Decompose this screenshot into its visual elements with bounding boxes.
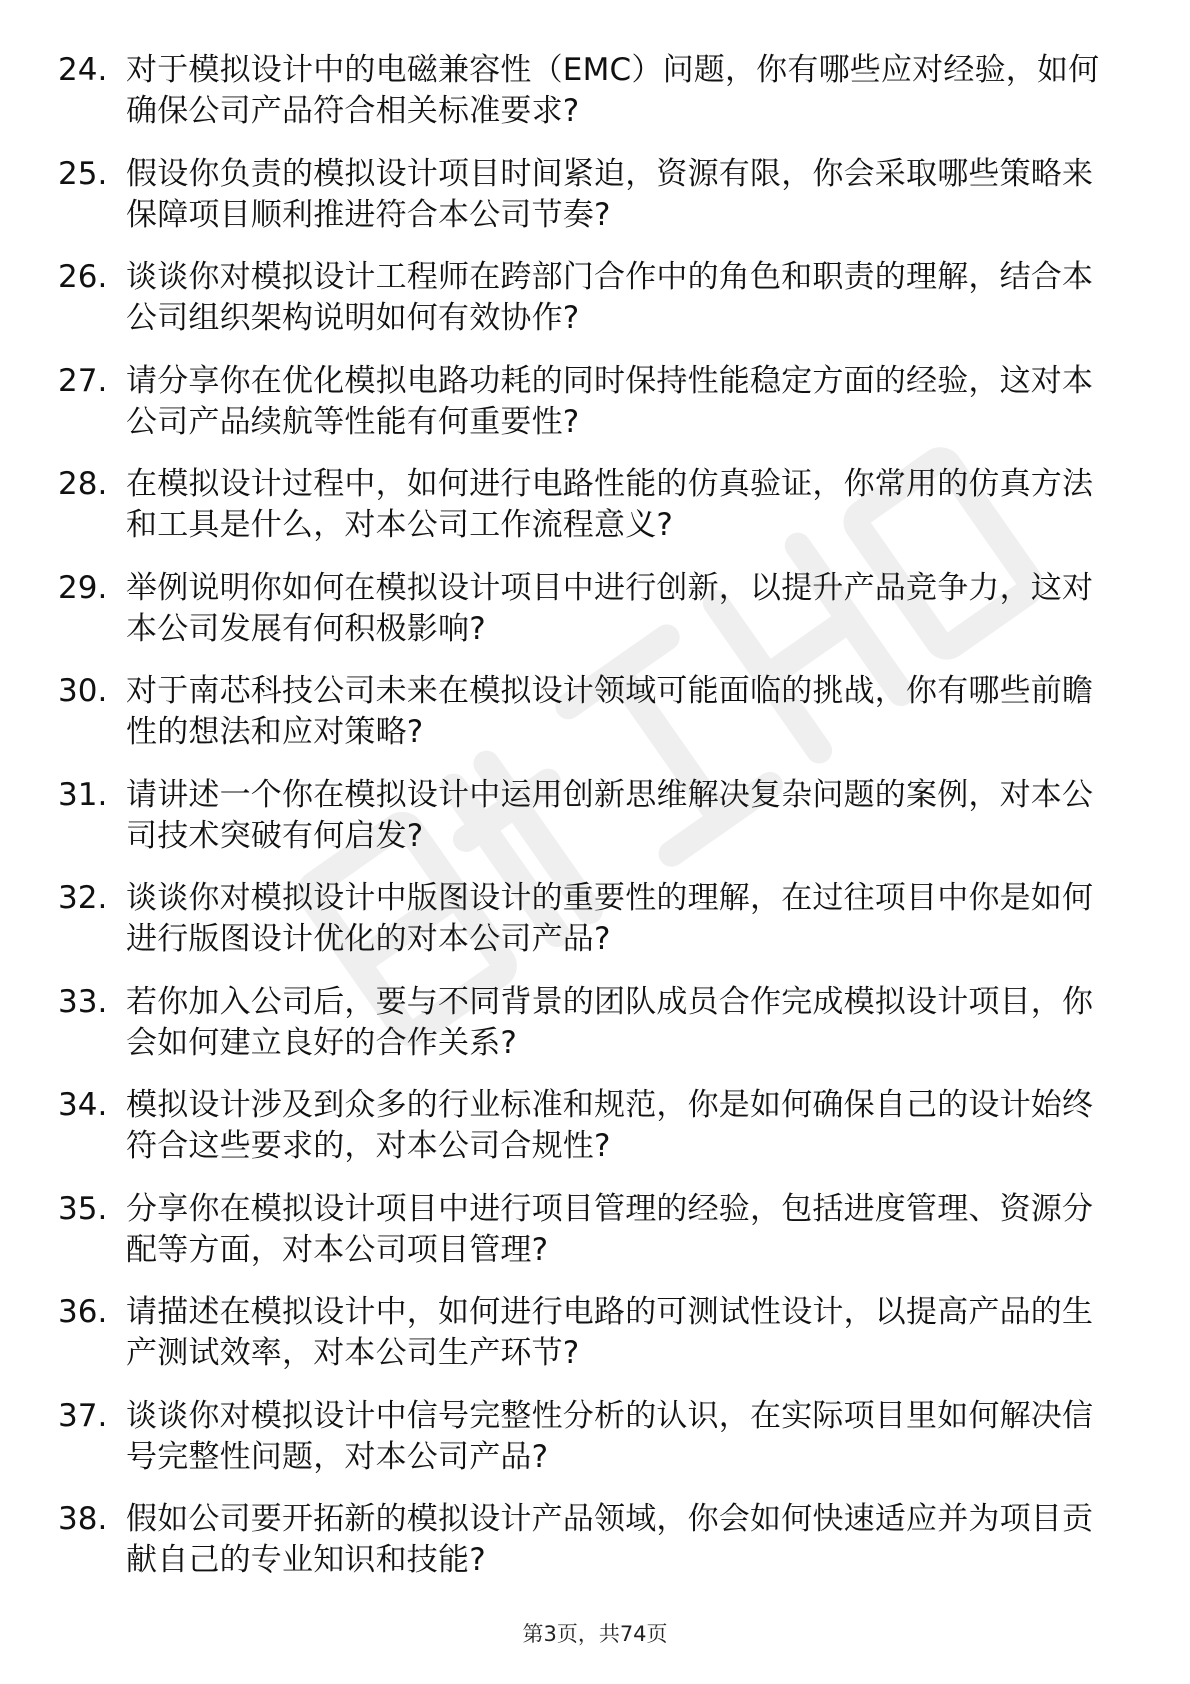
question-text: 谈谈你对模拟设计中信号完整性分析的认识，在实际项目里如何解决信号完整性问题，对本公司产品? xyxy=(126,1397,1094,1475)
list-item xyxy=(58,464,1118,568)
question-number: 33. xyxy=(58,983,108,1020)
question-text: 假如公司要开拓新的模拟设计产品领域，你会如何快速适应并为项目贡献自己的专业知识和技能? xyxy=(126,1501,1094,1578)
question-number: 29. xyxy=(58,569,108,606)
list-item xyxy=(58,568,1118,672)
question-text: 谈谈你对模拟设计中版图设计的重要性的理解，在过往项目中你是如何进行版图设计优化的对本公司产品? xyxy=(126,880,1094,957)
question-text: 请分享你在优化模拟电路功耗的同时保持性能稳定方面的经验，这对本公司产品续航等性能有何重要性? xyxy=(126,362,1094,440)
question-number: 24. xyxy=(58,52,108,88)
list-item xyxy=(58,154,1118,258)
list-item xyxy=(58,982,1118,1086)
question-number: 35. xyxy=(58,1190,108,1227)
list-item xyxy=(58,1499,1118,1603)
question-number: 38. xyxy=(58,1501,108,1537)
list-item xyxy=(58,361,1118,465)
list-item xyxy=(58,775,1118,879)
question-text: 对于南芯科技公司未来在模拟设计领域可能面临的挑战，你有哪些前瞻性的想法和应对策略? xyxy=(126,673,1094,750)
question-text: 分享你在模拟设计项目中进行项目管理的经验，包括进度管理、资源分配等方面，对本公司项目管理? xyxy=(126,1190,1094,1268)
page-number-footer: 第3页，共74页 xyxy=(522,1622,668,1646)
list-item xyxy=(58,50,1118,154)
question-number: 30. xyxy=(58,673,108,709)
question-number: 36. xyxy=(58,1294,108,1330)
question-number: 25. xyxy=(58,155,108,192)
question-text: 请描述在模拟设计中，如何进行电路的可测试性设计，以提高产品的生产测试效率，对本公司生产环节? xyxy=(126,1294,1094,1371)
list-item xyxy=(58,257,1118,361)
list-item xyxy=(58,1396,1118,1500)
list-item xyxy=(58,1189,1118,1293)
list-item xyxy=(58,1085,1118,1189)
question-text: 举例说明你如何在模拟设计项目中进行创新，以提升产品竞争力，这对本公司发展有何积极影响? xyxy=(126,569,1094,647)
question-number: 37. xyxy=(58,1397,108,1434)
question-text: 若你加入公司后，要与不同背景的团队成员合作完成模拟设计项目，你会如何建立良好的合作关系? xyxy=(126,983,1094,1061)
question-text: 谈谈你对模拟设计工程师在跨部门合作中的角色和职责的理解，结合本公司组织架构说明如何有效协作? xyxy=(126,259,1094,336)
question-text: 假设你负责的模拟设计项目时间紧迫，资源有限，你会采取哪些策略来保障项目顺利推进符合本公司节奏? xyxy=(126,155,1094,233)
question-number: 32. xyxy=(58,880,108,916)
question-text: 请讲述一个你在模拟设计中运用创新思维解决复杂问题的案例，对本公司技术突破有何启发? xyxy=(126,776,1094,854)
list-item xyxy=(58,1292,1118,1396)
question-number: 26. xyxy=(58,259,108,295)
question-number: 27. xyxy=(58,362,108,399)
question-text: 模拟设计涉及到众多的行业标准和规范，你是如何确保自己的设计始终符合这些要求的，对本公司合规性? xyxy=(126,1087,1094,1164)
question-number: 31. xyxy=(58,776,108,813)
question-text: 对于模拟设计中的电磁兼容性（EMC）问题，你有哪些应对经验，如何确保公司产品符合相关标准要求? xyxy=(126,52,1100,129)
question-text: 在模拟设计过程中，如何进行电路性能的仿真验证，你常用的仿真方法和工具是什么，对本公司工作流程意义? xyxy=(126,466,1094,543)
question-number: 28. xyxy=(58,466,108,502)
list-item xyxy=(58,878,1118,982)
question-list xyxy=(58,50,1118,1603)
list-item xyxy=(58,671,1118,775)
question-number: 34. xyxy=(58,1087,108,1123)
